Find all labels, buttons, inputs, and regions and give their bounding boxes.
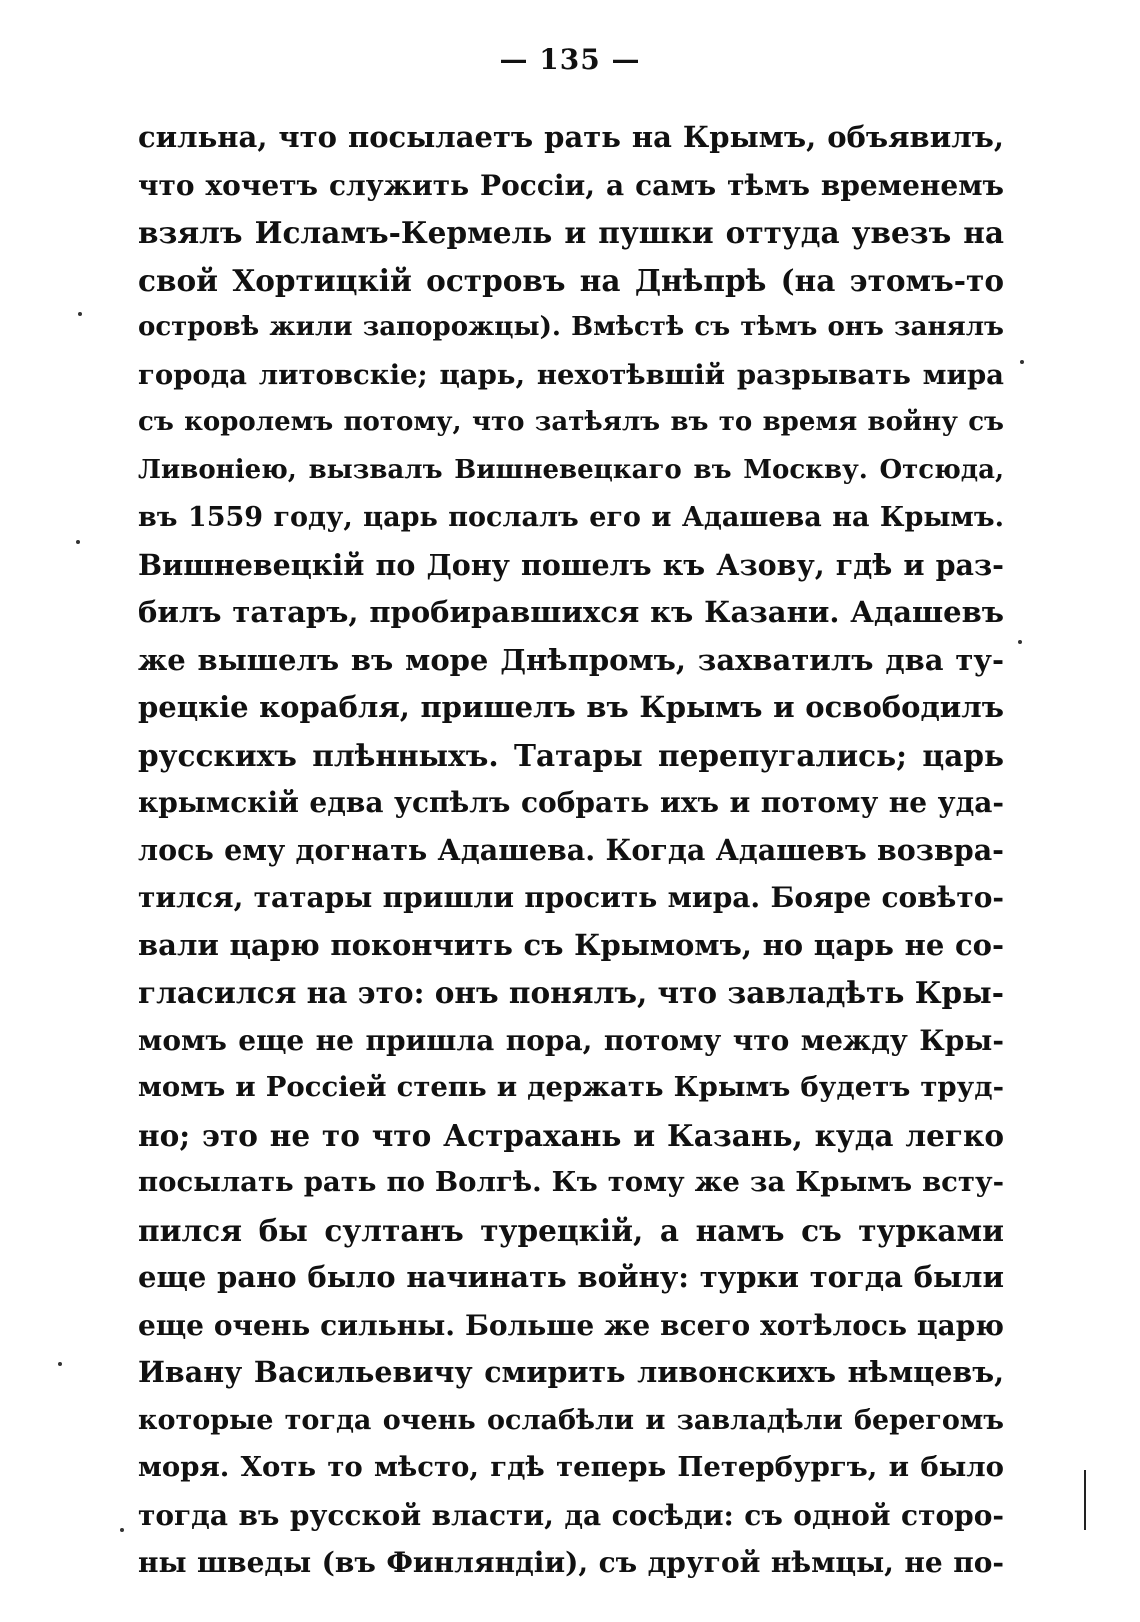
text-line-29: моря. Хоть то мѣсто, гдѣ теперь Петербургъ, и было xyxy=(138,1451,1004,1483)
text-line-28: которые тогда очень ослабѣли и завладѣли берегомъ xyxy=(138,1404,1004,1436)
text-line-10: Вишневецкій по Дону пошелъ къ Азову, гдѣ и раз- xyxy=(138,547,1004,582)
text-line-20: момъ еще не пришла пора, потому что между Кры- xyxy=(138,1023,1004,1057)
text-line-5: островѣ жили запорожцы). Вмѣстѣ съ тѣмъ онъ занялъ xyxy=(138,312,1004,342)
margin-speck xyxy=(1020,360,1024,364)
text-line-3: взялъ Исламъ-Кермель и пушки оттуда увезъ на xyxy=(138,215,1004,250)
text-line-31: ны шведы (въ Финляндіи), съ другой нѣмцы, не по- xyxy=(138,1546,1004,1579)
text-line-21: момъ и Россіей степь и держать Крымъ будетъ труд- xyxy=(138,1071,1004,1103)
margin-speck xyxy=(78,312,82,316)
text-line-2: что хочетъ служить Россіи, а самъ тѣмъ временемъ xyxy=(138,168,1004,202)
margin-speck xyxy=(58,1362,62,1366)
text-line-17: тился, татары пришли просить мира. Бояре совѣто- xyxy=(138,881,1004,914)
body-text xyxy=(138,114,1004,1587)
text-line-23: посылать рать по Волгѣ. Къ тому же за Крымъ всту- xyxy=(138,1166,1004,1198)
text-line-1: сильна, что посылаетъ рать на Крымъ, объявилъ, xyxy=(138,120,1004,154)
text-line-16: лось ему догнать Адашева. Когда Адашевъ возвра- xyxy=(138,832,1004,867)
text-line-7: съ королемъ потому, что затѣялъ въ то время войну съ xyxy=(138,407,1004,437)
text-line-14: русскихъ плѣнныхъ. Татары перепугались; царь xyxy=(138,737,1004,773)
text-line-9: въ 1559 году, царь послалъ его и Адашева на Крымъ. xyxy=(138,502,1004,533)
text-line-18: вали царю покончить съ Крымомъ, но царь не со- xyxy=(138,927,1004,962)
margin-speck xyxy=(120,1528,124,1532)
text-line-12: же вышелъ въ море Днѣпромъ, захватилъ два ту- xyxy=(138,642,1004,677)
margin-speck xyxy=(1018,640,1022,644)
text-line-13: рецкіе корабля, пришелъ въ Крымъ и освободилъ xyxy=(138,690,1004,724)
page-number: — 135 — xyxy=(499,43,641,76)
text-line-19: гласился на это: онъ понялъ, что завладѣть Кры- xyxy=(138,975,1004,1010)
text-line-26: еще очень сильны. Больше же всего хотѣлось царю xyxy=(138,1308,1004,1342)
text-line-8: Ливоніею, вызвалъ Вишневецкаго въ Москву. Отсюда, xyxy=(138,454,1004,485)
margin-speck xyxy=(76,540,80,544)
text-line-30: тогда въ русской власти, да сосѣди: съ одной сторо- xyxy=(138,1498,1004,1532)
text-line-27: Ивану Васильевичу смирить ливонскихъ нѣмцевъ, xyxy=(138,1355,1004,1389)
text-line-11: билъ татаръ, пробиравшихся къ Казани. Адашевъ xyxy=(138,595,1004,629)
text-line-25: еще рано было начинать войну: турки тогда были xyxy=(138,1260,1004,1294)
text-line-22: но; это не то что Астрахань и Казань, куда легко xyxy=(138,1117,1004,1153)
margin-rule xyxy=(1084,1470,1086,1530)
text-line-15: крымскій едва успѣлъ собрать ихъ и потому не уда- xyxy=(138,786,1004,819)
text-line-6: города литовскіе; царь, нехотѣвшій разрывать мира xyxy=(138,358,1004,391)
text-line-24: пился бы султанъ турецкій, а намъ съ турками xyxy=(138,1212,1004,1248)
text-line-4: свой Хортицкій островъ на Днѣпрѣ (на этомъ-то xyxy=(138,262,1004,298)
